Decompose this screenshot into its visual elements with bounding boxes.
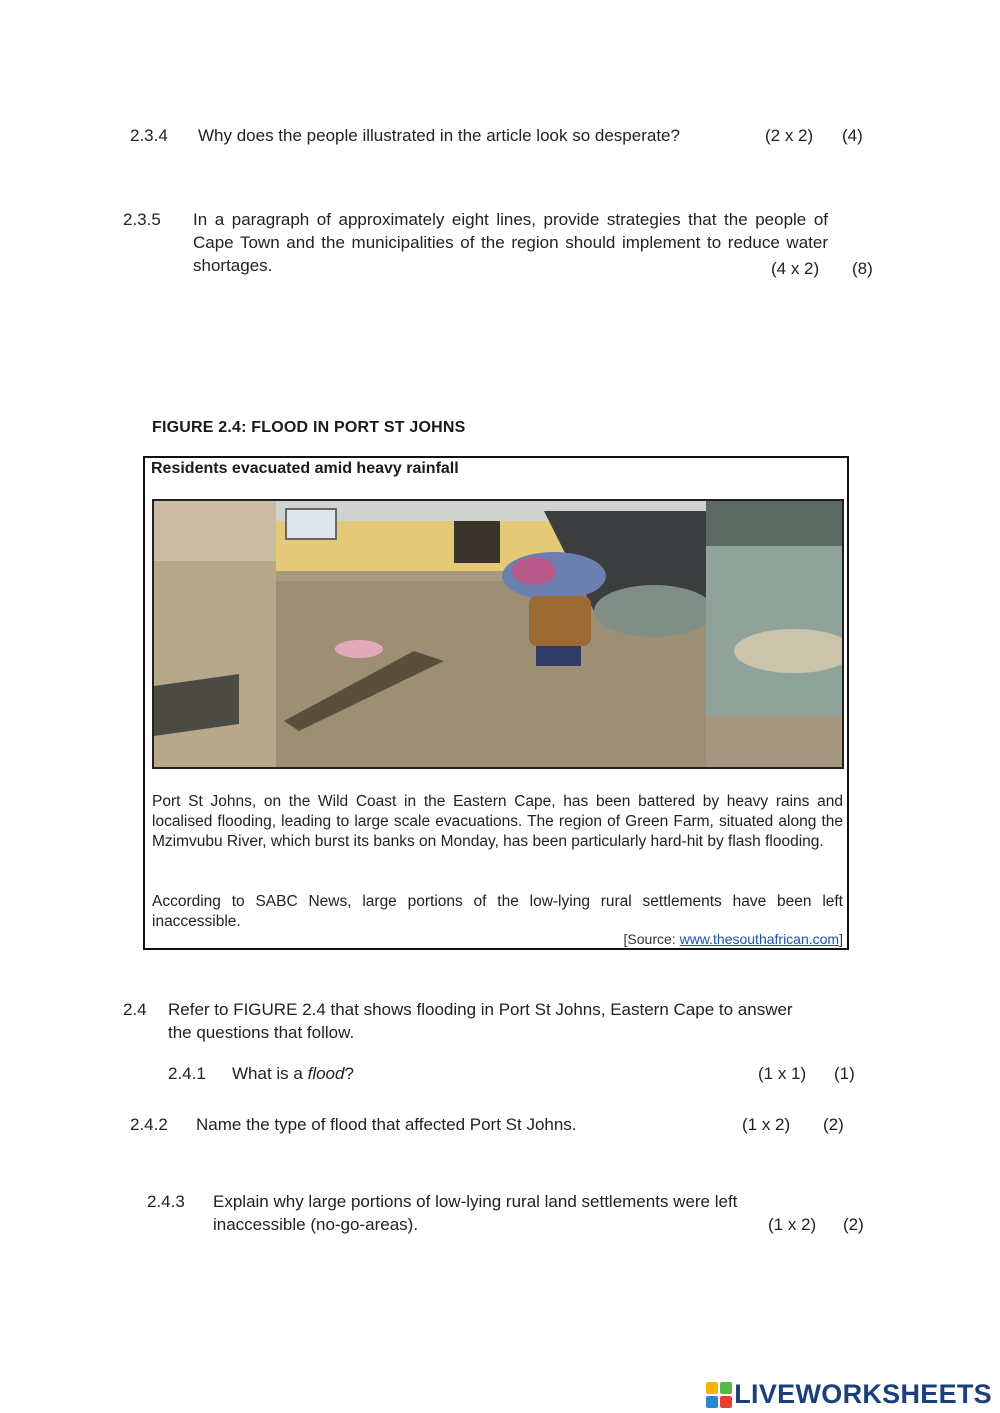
logo-text: LIVEWORKSHEETS	[734, 1379, 992, 1409]
question-text	[193, 208, 828, 277]
floating-debris	[335, 640, 383, 658]
source-suffix: ]	[839, 931, 843, 947]
flood-photo	[152, 499, 844, 769]
question-number: 2.4.2	[130, 1115, 168, 1134]
question-number: 2.4.3	[147, 1192, 185, 1211]
source-link[interactable]: www.thesouthafrican.com	[679, 931, 840, 947]
question-number: 2.4.1	[168, 1064, 206, 1083]
question-text: Why does the people illustrated in the article look so desperate?	[198, 126, 680, 145]
question-number: 2.4	[123, 1000, 147, 1019]
house-window	[286, 509, 336, 539]
marks: (1)	[834, 1064, 855, 1083]
question-text: Name the type of flood that affected Port St Johns.	[196, 1115, 577, 1134]
mark-allocation: (1 x 2)	[768, 1215, 817, 1234]
question-text-content: In a paragraph of approximately eight lines, provide strategies that the people of Cape Town and the municipalities of the region should implement to reduce water shortages.	[193, 210, 828, 275]
figure-title: FIGURE 2.4: FLOOD IN PORT ST JOHNS	[152, 419, 466, 436]
source-prefix: [Source:	[623, 931, 680, 947]
right-panel-top	[706, 501, 842, 546]
article-paragraph-2: According to SABC News, large portions of the low-lying rural settlements have been left inaccessible.	[152, 893, 843, 930]
flood-photo-illustration	[154, 501, 842, 767]
person-jacket	[529, 596, 591, 646]
mark-allocation: (4 x 2)	[771, 259, 820, 278]
left-panel-sky	[154, 501, 276, 561]
marks: (8)	[852, 259, 873, 278]
house-doorway	[454, 521, 500, 563]
question-text	[232, 1062, 354, 1085]
liveworksheets-logo[interactable]	[706, 1379, 992, 1410]
question-text-italic: flood	[307, 1064, 345, 1083]
question-text-before: What is a	[232, 1064, 308, 1083]
bundle-of-clothes-pink	[512, 557, 556, 585]
marks: (2)	[843, 1215, 864, 1234]
marks: (4)	[842, 126, 863, 145]
article-paragraph-1: Port St Johns, on the Wild Coast in the Eastern Cape, has been battered by heavy rains and localised flooding, leading to large scale evacuations. The region of Green Farm, situated along the Mzimvubu River, which burst its banks on Monday, has been particularly hard-hit by flash flooding.	[152, 793, 843, 850]
question-number: 2.3.4	[130, 126, 168, 145]
article-source	[624, 931, 843, 947]
question-text-after: ?	[344, 1064, 354, 1083]
liveworksheets-logo-icon	[706, 1382, 732, 1408]
marks: (2)	[823, 1115, 844, 1134]
submerged-car	[594, 585, 714, 637]
mark-allocation: (1 x 2)	[742, 1115, 791, 1134]
mark-allocation: (2 x 2)	[765, 126, 814, 145]
question-number: 2.3.5	[123, 210, 161, 229]
question-text: Refer to FIGURE 2.4 that shows flooding in Port St Johns, Eastern Cape to answer the questions that follow.	[168, 1000, 793, 1042]
article-headline: Residents evacuated amid heavy rainfall	[151, 460, 459, 477]
question-text: Explain why large portions of low-lying rural land settlements were left inaccessible (no-go-areas).	[213, 1192, 738, 1234]
person-jeans	[536, 646, 581, 666]
mark-allocation: (1 x 1)	[758, 1064, 807, 1083]
right-panel-water	[706, 716, 842, 767]
